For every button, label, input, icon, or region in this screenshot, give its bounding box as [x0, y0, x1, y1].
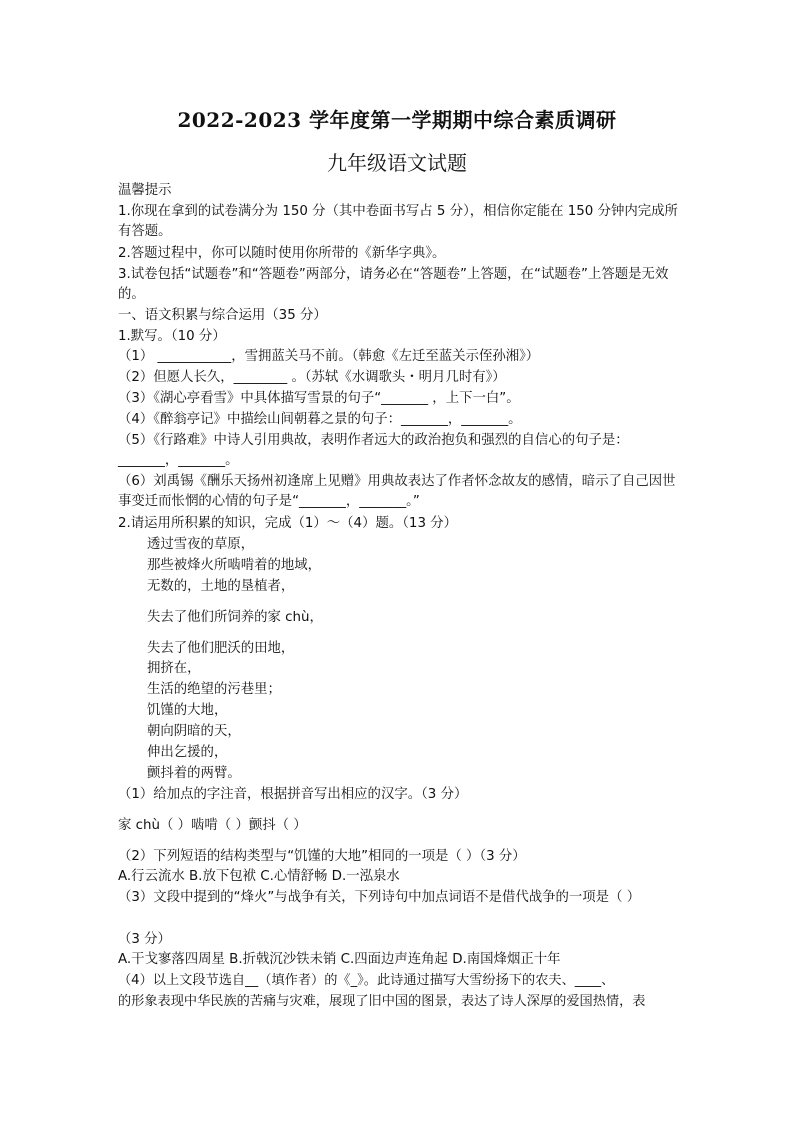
tips-heading: 温馨提示 — [118, 183, 172, 198]
section-heading: 一、语文积累与综合运用（35 分） — [118, 308, 327, 323]
poem-line: 失去了他们所饲养的家 chù， — [147, 610, 323, 625]
question-2-sub-3: （3）文段中提到的“烽火”与战争有关，下列诗句中加点词语不是借代战争的一项是（ ） — [118, 890, 641, 905]
tip-item-2: 2.答题过程中，你可以随时使用你所带的《新华字典》。 — [118, 246, 446, 261]
poem-line: 失去了他们肥沃的田地， — [147, 641, 295, 656]
poem-line: 无数的，土地的垦植者， — [147, 579, 295, 594]
poem-line: 透过雪夜的草原， — [147, 537, 255, 552]
tip-item-3: 3.试卷包括“试题卷”和“答题卷”两部分，请务必在“答题卷”上答题，在“试题卷”上答题是无效的。 — [118, 267, 669, 302]
question-1-item-4: （4）《醉翁亭记》中描绘山间朝暮之景的句子：_______，_______。 — [118, 412, 522, 427]
question-1-item-6: （6）刘禹锡《酬乐天扬州初逢席上见赠》用典故表达了作者怀念故友的感情，暗示了自己因世事变迁而怅惘的心情的句子是“_______，_______。” — [118, 474, 676, 509]
poem-line: 朝向阴暗的天， — [147, 724, 241, 739]
poem-line: 伸出乞援的， — [147, 745, 228, 760]
exam-subtitle: 九年级语文试题 — [327, 151, 467, 175]
poem-line: 拥挤在， — [147, 661, 201, 676]
question-1-title: 1.默写。（10 分） — [118, 329, 226, 344]
poem-line: 颤抖着的两臂。 — [147, 766, 241, 781]
question-2-title: 2.请运用所积累的知识，完成（1）～（4）题。（13 分） — [118, 516, 458, 531]
question-2-sub-2-options: A.行云流水 B.放下包袱 C.心情舒畅 D.一泓泉水 — [118, 869, 400, 884]
question-2-sub-3-options: A.干戈寥落四周星 B.折戟沉沙铁未销 C.四面边声连角起 D.南国烽烟正十年 — [118, 952, 561, 967]
poem-line: 生活的绝望的污巷里； — [147, 682, 281, 697]
poem-line: 那些被烽火所啮啃着的地域， — [147, 558, 322, 573]
question-2-sub-1: （1）给加点的字注音，根据拼音写出相应的汉字。（3 分） — [118, 787, 468, 802]
question-1-item-1: （1） ___________，雪拥蓝关马不前。（韩愈《左迁至蓝关示侄孙湘》） — [118, 349, 540, 364]
question-2-sub-2: （2）下列短语的结构类型与“饥馑的大地”相同的一项是（ ）（3 分） — [118, 849, 526, 864]
question-1-item-3: （3）《湖心亭看雪》中具体描写雪景的句子“_______ ，上下一白”。 — [118, 391, 520, 406]
tip-item-1: 1.你现在拿到的试卷满分为 150 分（其中卷面书写占 5 分），相信你定能在 150 分钟内完成所有答题。 — [118, 204, 678, 239]
question-1-item-5: （5）《行路难》中诗人引用典故，表明作者远大的政治抱负和强烈的自信心的句子是：_______，_______。 — [118, 433, 629, 468]
exam-title: 2022-2023 学年度第一学期期中综合素质调研 — [177, 108, 617, 132]
question-2-sub-4: （4）以上文段节选自__（填作者）的《_》。此诗通过描写大雪纷扬下的农夫、____、 — [118, 973, 615, 988]
question-2-sub-1-answer: 家 chù（ ）啮啃（ ）颤抖（ ） — [118, 818, 307, 833]
question-1-item-2: （2）但愿人长久，________ 。（苏轼《水调歌头・明月几时有》） — [118, 370, 506, 385]
question-2-sub-3-score: （3 分） — [118, 932, 171, 947]
poem-line: 饥馑的大地， — [147, 703, 228, 718]
question-2-sub-4-continued: 的形象表现中华民族的苦痛与灾难，展现了旧中国的图景，表达了诗人深厚的爱国热情，表 — [118, 994, 646, 1009]
